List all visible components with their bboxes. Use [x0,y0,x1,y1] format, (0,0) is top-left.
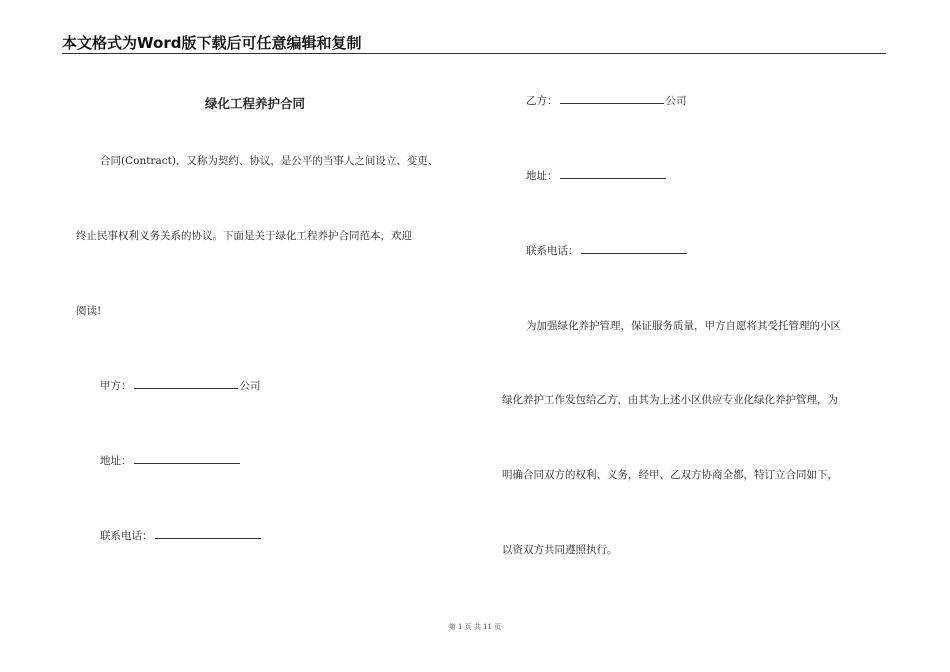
party-a-address-label: 地址： [100,455,132,467]
party-b-address-row [526,169,668,183]
party-b-name-blank [560,102,664,104]
agreement-line-1: 为加强绿化养护管理，保证服务质量，甲方自愿将其受托管理的小区 [526,320,841,332]
document-header: 本文格式为Word版下载后可任意编辑和复制 [62,34,362,52]
intro-line-2: 终止民事权利义务关系的协议。下面是关于绿化工程养护合同范本，欢迎 [76,230,412,242]
party-a-phone-blank [155,537,261,539]
party-a-row [100,379,261,393]
agreement-line-3: 明确合同双方的权利、义务，经甲、乙双方协商全都，特订立合同如下， [502,469,838,481]
party-b-row [526,94,687,108]
header-divider [62,53,886,54]
page-footer: 第 1 页 共 11 页 [448,623,502,631]
party-a-phone-label: 联系电话： [100,530,153,542]
party-b-phone-label: 联系电话： [526,245,579,257]
party-b-address-blank [560,177,666,179]
agreement-line-4: 以资双方共同遵照执行。 [502,544,618,556]
party-b-phone-blank [581,252,687,254]
party-b-suffix: 公司 [665,95,687,107]
party-b-phone-row [526,244,689,258]
intro-line-1: 合同(Contract)，又称为契约、协议，是公平的当事人之间设立、变更、 [100,155,439,167]
party-a-label: 甲方： [100,380,132,392]
party-a-phone-row [100,529,263,543]
party-a-address-blank [134,462,240,464]
party-b-label: 乙方： [526,95,558,107]
agreement-line-2: 绿化养护工作发包给乙方，由其为上述小区供应专业化绿化养护管理，为 [502,394,838,406]
party-b-address-label: 地址： [526,170,558,182]
party-a-name-blank [134,387,238,389]
party-a-suffix: 公司 [239,380,261,392]
contract-title: 绿化工程养护合同 [205,96,306,111]
party-a-address-row [100,454,242,468]
intro-line-3: 阅读! [76,305,102,317]
